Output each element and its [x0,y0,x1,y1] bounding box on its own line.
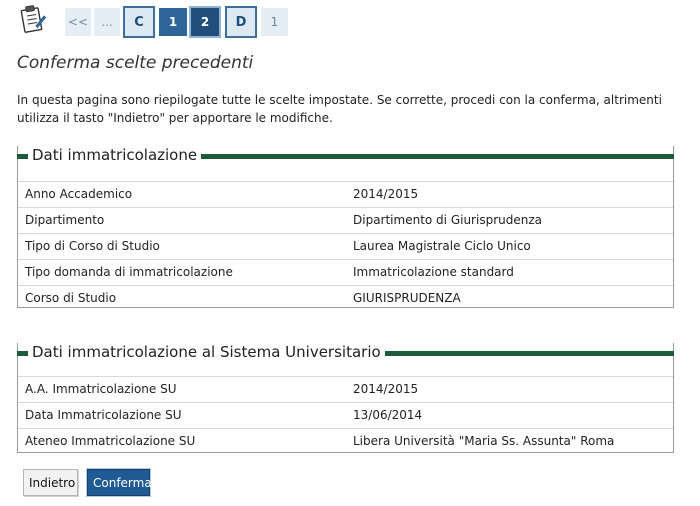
section-dati-sistema-universitario [17,343,674,453]
step-navigation [0,0,700,44]
section-dati-immatricolazione [17,146,674,308]
row-value: 2014/2015 [353,382,419,396]
clipboard-icon [20,4,46,34]
row-value: Libera Università "Maria Ss. Assunta" Roma [353,434,615,448]
section-table [18,371,673,454]
table-row [18,377,673,403]
row-value: Dipartimento di Giurisprudenza [353,213,542,227]
step-ellipsis-button[interactable]: ... [94,8,120,36]
row-value: 13/06/2014 [353,408,423,422]
step-d-1[interactable]: 1 [261,8,288,36]
row-value: GIURISPRUDENZA [353,291,461,305]
table-row [18,260,673,286]
table-row [18,429,673,454]
table-row [18,234,673,260]
section-title: Dati immatricolazione al Sistema Universitario [28,342,385,362]
section-header [18,343,673,363]
table-row [18,403,673,429]
step-c-2-current[interactable]: 2 [189,6,221,38]
table-row [18,208,673,234]
row-label: Dipartimento [25,213,105,227]
table-row [18,182,673,208]
row-label: Tipo di Corso di Studio [25,239,160,253]
back-button[interactable]: Indietro [23,469,78,496]
row-label: Anno Accademico [25,187,133,201]
section-header [18,146,673,166]
intro-text: In questa pagina sono riepilogate tutte le scelte impostate. Se corrette, procedi con la conferma, altrimenti utilizza il tasto "Indietro" per apportare le modifiche. [17,93,662,125]
confirm-button[interactable]: Conferma [87,469,150,496]
row-label: Tipo domanda di immatricolazione [25,265,233,279]
row-label: Corso di Studio [25,291,117,305]
row-label: A.A. Immatricolazione SU [25,382,177,396]
section-title: Dati immatricolazione [28,145,201,165]
step-c[interactable]: C [123,6,155,38]
step-d[interactable]: D [225,6,257,38]
row-label: Ateneo Immatricolazione SU [25,434,196,448]
section-table [18,176,673,311]
page-title: Conferma scelte precedenti [17,53,254,73]
step-c-1[interactable]: 1 [159,8,187,36]
step-first-button[interactable]: << [65,8,91,36]
row-value: Immatricolazione standard [353,265,514,279]
row-value: Laurea Magistrale Ciclo Unico [353,239,531,253]
row-value: 2014/2015 [353,187,419,201]
table-row [18,286,673,311]
row-label: Data Immatricolazione SU [25,408,182,422]
